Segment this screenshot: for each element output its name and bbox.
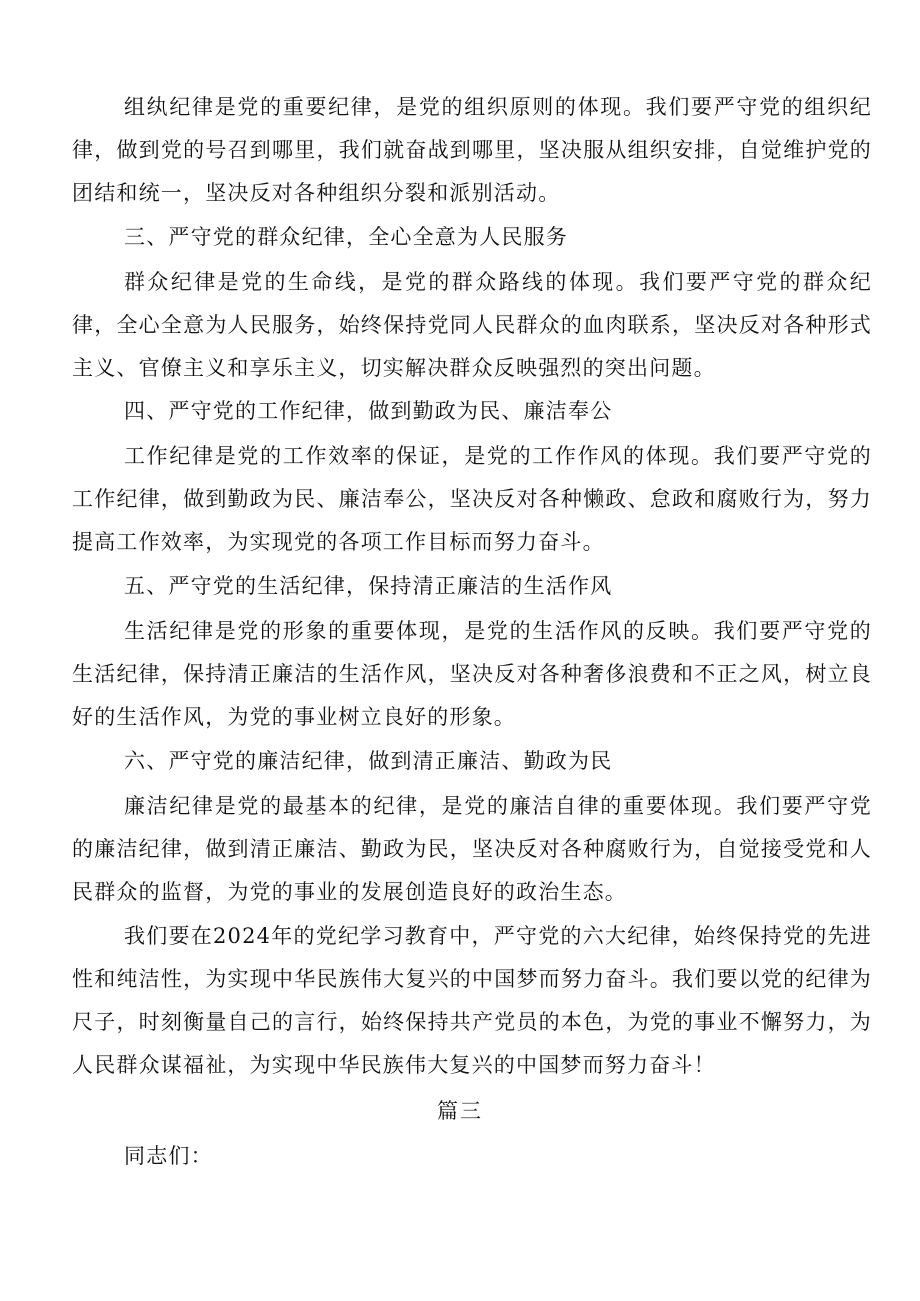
paragraph-life-discipline: 生活纪律是党的形象的重要体现，是党的生活作风的反映。我们要严守党的生活纪律，保持清正廉洁的生活作风，坚决反对各种奢侈浪费和不正之风，树立良好的生活作风，为党的事业树立良好的形象。: [72, 619, 872, 729]
paragraph-integrity-discipline: 廉洁纪律是党的最基本的纪律，是党的廉洁自律的重要体现。我们要严守党的廉洁纪律，做到清正廉洁、勤政为民，坚决反对各种腐败行为，自觉接受党和人民群众的监督，为党的事业的发展创造良好的政治生态。: [72, 794, 872, 904]
salutation: 同志们：: [124, 1144, 213, 1168]
paragraph-organizational-discipline: 组纨纪律是党的重要纪律，是党的组织原则的体现。我们要严守党的组织纪律，做到党的号召到哪里，我们就奋战到哪里，坚决服从组织安排，自觉维护党的团结和统一，坚决反对各种组织分裂和派别活动。: [72, 95, 872, 205]
heading-mass-discipline: 三、严守党的群众纪律，全心全意为人民服务: [124, 225, 568, 249]
heading-integrity-discipline: 六、严守党的廉洁纪律，做到清正廉洁、勤政为民: [124, 749, 613, 773]
paragraph-mass-discipline: 群众纪律是党的生命线，是党的群众路线的体现。我们要严守党的群众纪律，全心全意为人民服务，始终保持党同人民群众的血肉联系，坚决反对各种形式主义、官僚主义和享乐主义，切实解决群众反映强烈的突出问题。: [72, 270, 872, 380]
paragraph-work-discipline: 工作纪律是党的工作效率的保证，是党的工作作风的体现。我们要严守党的工作纪律，做到勤政为民、廉洁奉公，坚决反对各种懒政、怠政和腐败行为，努力提高工作效率，为实现党的各项工作目标而努力奋斗。: [72, 444, 872, 554]
paragraph-conclusion: 我们要在2024年的党纪学习教育中，严守党的六大纪律，始终保持党的先进性和纯洁性，为实现中华民族伟大复兴的中国梦而努力奋斗。我们要以党的纪律为尺子，时刻衡量自己的言行，始终保持共产党员的本色，为党的事业不懈努力，为人民群众谋福祉，为实现中华民族伟大复兴的中国梦而努力奋斗！: [72, 924, 872, 1077]
heading-work-discipline: 四、严守党的工作纪律，做到勤政为民、廉洁奉公: [124, 399, 613, 423]
section-title: 篇三: [437, 1099, 483, 1123]
heading-life-discipline: 五、严守党的生活纪律，保持清正廉洁的生活作风: [124, 574, 613, 598]
